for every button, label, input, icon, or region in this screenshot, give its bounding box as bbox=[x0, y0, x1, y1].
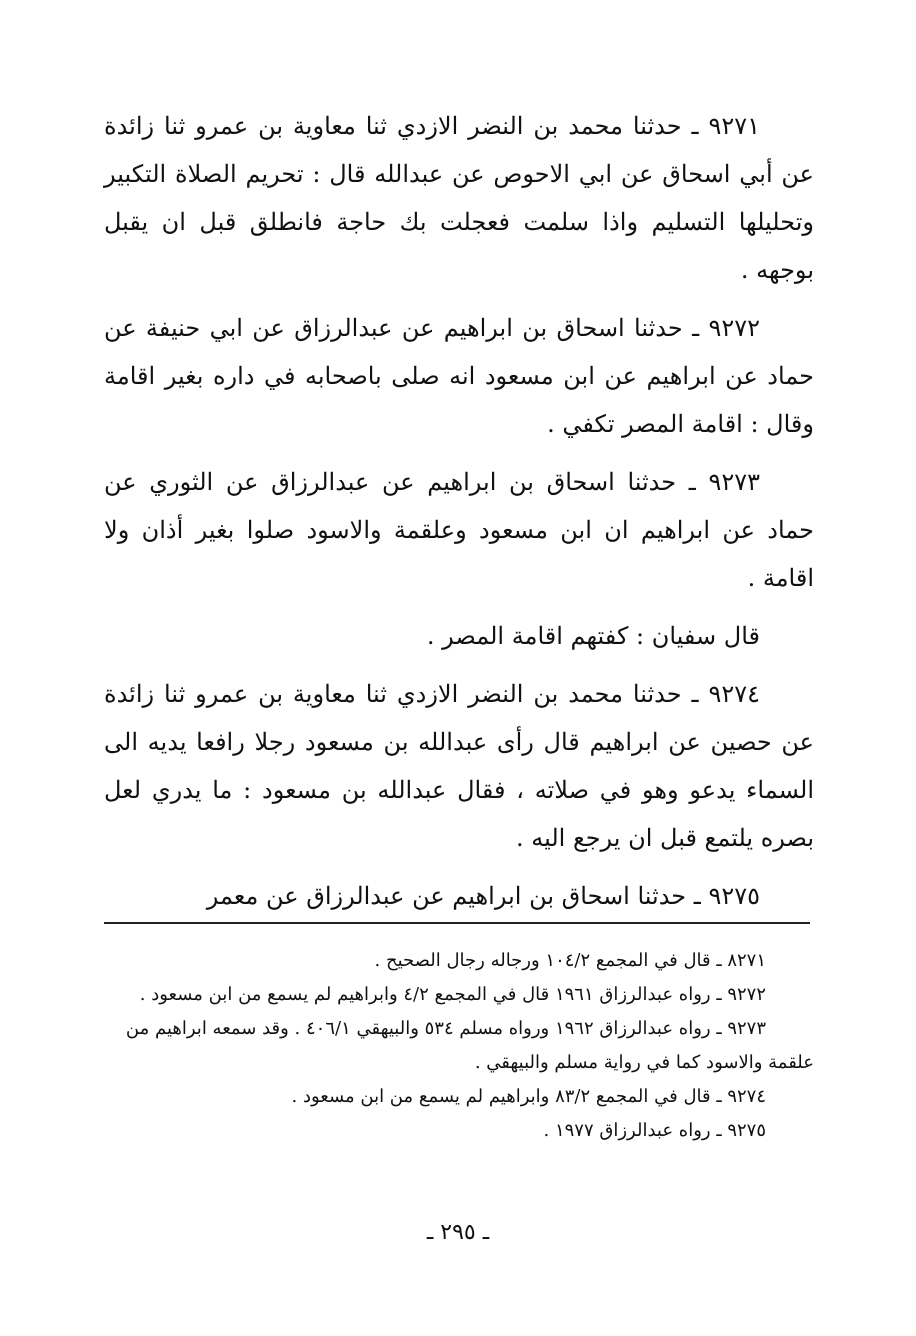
hadith-9271: ٩٢٧١ ـ حدثنا محمد بن النضر الازدي ثنا معاوية بن عمرو ثنا زائدة عن أبي اسحاق عن ابي الاحوص عن عبدالله قال : تحريم الصلاة التكبير وتحليلها التسليم واذا سلمت فعجلت بك حاجة فانطلق قبل ان يقبل بوجهه . bbox=[104, 112, 814, 284]
hadith-9275: ٩٢٧٥ ـ حدثنا اسحاق بن ابراهيم عن عبدالرزاق عن معمر bbox=[206, 882, 760, 910]
hadith-9274: ٩٢٧٤ ـ حدثنا محمد بن النضر الازدي ثنا معاوية بن عمرو ثنا زائدة عن حصين عن ابراهيم قال رأى عبدالله بن مسعود رجلا رافعا يديه الى السماء يدعو وهو في صلاته ، فقال عبدالله بن مسعود : ما يدري لعل بصره يلتمع قبل ان يرجع اليه . bbox=[104, 680, 814, 852]
sufyan-remark: قال سفيان : كفتهم اقامة المصر . bbox=[426, 622, 760, 650]
footnote-9274: ٩٢٧٤ ـ قال في المجمع ٨٣/٢ وابراهيم لم يسمع من ابن مسعود . bbox=[291, 1086, 766, 1107]
footnote-9271: ٨٢٧١ ـ قال في المجمع ١٠٤/٢ ورجاله رجال الصحيح . bbox=[374, 950, 766, 971]
main-text bbox=[104, 102, 814, 930]
hadith-9273: ٩٢٧٣ ـ حدثنا اسحاق بن ابراهيم عن عبدالرزاق عن الثوري عن حماد عن ابراهيم ان ابن مسعود وعلقمة والاسود صلوا بغير أذان ولا اقامة . bbox=[104, 468, 814, 592]
footnote-9275: ٩٢٧٥ ـ رواه عبدالرزاق ١٩٧٧ . bbox=[543, 1120, 766, 1141]
footnote-9272: ٩٢٧٢ ـ رواه عبدالرزاق ١٩٦١ قال في المجمع ٤/٢ وابراهيم لم يسمع من ابن مسعود . bbox=[139, 984, 766, 1005]
page-number: ـ ٢٩٥ ـ bbox=[426, 1220, 490, 1245]
footnote-separator bbox=[104, 922, 810, 924]
footnotes bbox=[110, 944, 814, 1148]
hadith-9272: ٩٢٧٢ ـ حدثنا اسحاق بن ابراهيم عن عبدالرزاق عن ابي حنيفة عن حماد عن ابراهيم عن ابن مسعود انه صلى باصحابه في داره بغير اقامة وقال : اقامة المصر تكفي . bbox=[104, 314, 814, 438]
footnote-9273: ٩٢٧٣ ـ رواه عبدالرزاق ١٩٦٢ ورواه مسلم ٥٣٤ والبيهقي ٤٠٦/١ . وقد سمعه ابراهيم من علقمة والاسود كما في رواية مسلم والبيهقي . bbox=[125, 1018, 814, 1073]
